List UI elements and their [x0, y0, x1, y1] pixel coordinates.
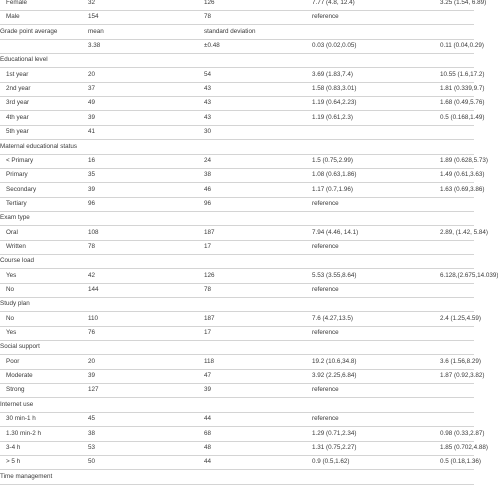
row-label: Moderate — [6, 372, 33, 380]
table-row — [0, 441, 488, 455]
adjusted-or-cell: 1.87 (0.92,3.82) — [440, 372, 485, 380]
count-cell-b: 30 — [204, 128, 212, 136]
count-cell-a: 38 — [88, 429, 96, 437]
crude-or-cell: reference — [312, 286, 339, 293]
adjusted-or-cell: 1.81 (0.339,9.7) — [440, 85, 485, 93]
table-row — [0, 82, 485, 96]
row-label: No — [6, 286, 15, 293]
crude-or-cell: 1.17 (0.7,1.96) — [312, 185, 353, 193]
table-row — [0, 125, 474, 139]
section-heading: Course load — [0, 257, 34, 265]
row-label: Poor — [6, 357, 20, 365]
count-cell-a: 53 — [88, 443, 96, 451]
table-row — [0, 369, 485, 383]
crude-or-cell: 7.6 (4.27,13.5) — [312, 314, 353, 322]
count-cell-b: 126 — [204, 271, 215, 279]
table-row — [0, 297, 474, 311]
adjusted-or-cell: 0.98 (0.33,2.87) — [440, 429, 485, 437]
row-label: Secondary — [6, 185, 37, 193]
row-divider — [0, 484, 474, 485]
section-heading: Educational level — [0, 56, 48, 64]
crude-or-cell: 1.08 (0.63,1.86) — [312, 171, 357, 179]
crude-or-cell: 5.53 (3.55,8.64) — [312, 271, 357, 279]
row-label: Strong — [6, 386, 25, 394]
count-cell-b: standard deviation — [204, 27, 256, 35]
section-heading: Maternal educational status — [0, 142, 78, 150]
count-cell-b: 118 — [204, 357, 215, 365]
count-cell-b: 44 — [204, 415, 212, 423]
adjusted-or-cell: 2.89, (1.42, 5.84) — [440, 228, 488, 236]
row-label: 5th year — [6, 128, 29, 136]
count-cell-a: mean — [88, 27, 104, 35]
crude-or-cell: 0.9 (0.5,1.62) — [312, 458, 350, 466]
section-heading: Grade point average — [0, 27, 58, 35]
table-row — [0, 183, 485, 197]
row-label: 1st year — [6, 70, 29, 78]
row-label: 4th year — [6, 113, 29, 121]
adjusted-or-cell: 3.6 (1.56,8.29) — [440, 357, 481, 365]
crude-or-cell: 0.03 (0.02,0.05) — [312, 42, 357, 50]
row-label: Female — [6, 0, 27, 6]
crude-or-cell: reference — [312, 329, 339, 337]
row-label: Tertiary — [6, 199, 27, 207]
count-cell-b: 44 — [204, 458, 212, 466]
table-row — [0, 39, 484, 53]
count-cell-b: 39 — [204, 386, 212, 394]
crude-or-cell: reference — [312, 13, 339, 21]
crude-or-cell: 3.69 (1.83,7.4) — [312, 70, 353, 78]
crude-or-cell: 1.5 (0.75,2.99) — [312, 156, 353, 164]
table-row — [0, 10, 474, 24]
adjusted-or-cell: 1.49 (0.61,3.63) — [440, 171, 485, 179]
adjusted-or-cell: 3.25 (1.54, 6.89) — [440, 0, 487, 6]
table-row — [0, 25, 474, 39]
count-cell-a: 42 — [88, 271, 96, 279]
section-heading: Internet use — [0, 400, 34, 408]
count-cell-a: 37 — [88, 85, 96, 93]
crude-or-cell: 1.29 (0.71,2.34) — [312, 429, 357, 437]
table-row — [0, 470, 474, 484]
crude-or-cell: reference — [312, 386, 339, 394]
count-cell-a: 41 — [88, 128, 96, 136]
count-cell-b: 47 — [204, 372, 212, 380]
count-cell-a: 20 — [88, 357, 96, 365]
table-row — [0, 68, 485, 82]
crude-or-cell: 1.19 (0.64,2.23) — [312, 99, 357, 107]
table-row — [0, 312, 481, 326]
row-label: Oral — [6, 228, 18, 236]
count-cell-a: 110 — [88, 314, 99, 322]
table-row — [0, 226, 488, 240]
row-label: Primary — [6, 171, 28, 179]
count-cell-a: 76 — [88, 329, 96, 337]
row-label: 3-4 h — [6, 443, 21, 451]
adjusted-or-cell: 0.5 (0.168,1.49) — [440, 113, 485, 121]
count-cell-a: 39 — [88, 113, 96, 121]
table-row — [0, 383, 474, 397]
count-cell-a: 3.38 — [88, 42, 101, 50]
adjusted-or-cell: 1.68 (0.49,5.76) — [440, 99, 485, 107]
crude-or-cell: reference — [312, 415, 339, 423]
crude-or-cell: reference — [312, 199, 339, 207]
count-cell-b: 38 — [204, 171, 212, 179]
row-label: > 5 h — [6, 458, 21, 466]
count-cell-b: 48 — [204, 443, 212, 451]
table-row — [0, 154, 488, 168]
count-cell-a: 154 — [88, 13, 99, 21]
table-row — [0, 427, 485, 441]
count-cell-b: 96 — [204, 199, 212, 207]
table-row — [0, 326, 474, 340]
table-row — [0, 111, 485, 125]
table-row — [0, 455, 481, 469]
table-row — [0, 197, 474, 211]
count-cell-b: 46 — [204, 185, 212, 193]
crude-or-cell: 1.19 (0.61,2.3) — [312, 113, 353, 121]
section-heading: Exam type — [0, 214, 30, 222]
count-cell-b: 17 — [204, 242, 212, 250]
count-cell-b: 78 — [204, 13, 212, 21]
adjusted-or-cell: 1.89 (0.628,5.73) — [440, 156, 488, 164]
count-cell-a: 144 — [88, 286, 99, 293]
count-cell-b: 54 — [204, 70, 212, 78]
row-label: No — [6, 314, 15, 322]
row-label: 3rd year — [6, 99, 30, 107]
crude-or-cell: 1.58 (0.83,3.01) — [312, 85, 357, 93]
row-label: Yes — [6, 329, 17, 337]
table-row — [0, 140, 474, 154]
count-cell-a: 45 — [88, 415, 96, 423]
crude-or-cell: 7.77 (4.8, 12.4) — [312, 0, 355, 6]
count-cell-b: 43 — [204, 85, 212, 93]
table-row — [0, 398, 474, 412]
adjusted-or-cell: 1.85 (0.702,4.88) — [440, 443, 488, 451]
table-row — [0, 96, 485, 110]
count-cell-b: 43 — [204, 99, 212, 107]
table-row — [0, 240, 474, 254]
adjusted-or-cell: 0.11 (0.04,0.29) — [440, 42, 484, 50]
count-cell-a: 16 — [88, 156, 96, 164]
row-label: Yes — [6, 271, 17, 279]
count-cell-a: 78 — [88, 242, 96, 250]
count-cell-a: 50 — [88, 458, 96, 466]
table-row — [0, 340, 474, 354]
crude-or-cell: 19.2 (10.6,34.8) — [312, 357, 357, 365]
section-heading: Social support — [0, 343, 40, 351]
count-cell-a: 35 — [88, 171, 96, 179]
row-label: 30 min-1 h — [6, 415, 36, 423]
count-cell-b: 187 — [204, 314, 215, 322]
section-heading: Study plan — [0, 300, 30, 308]
table-row — [0, 412, 474, 426]
table-row — [0, 355, 481, 369]
adjusted-or-cell: 10.55 (1.6,17.2) — [440, 70, 485, 78]
count-cell-a: 39 — [88, 185, 96, 193]
table-row — [0, 283, 474, 297]
count-cell-a: 49 — [88, 99, 96, 107]
row-label: Male — [6, 13, 20, 21]
table-row — [0, 211, 474, 225]
count-cell-a: 127 — [88, 386, 99, 394]
count-cell-b: 43 — [204, 113, 212, 121]
adjusted-or-cell: 2.4 (1.25,4.59) — [440, 314, 481, 322]
section-heading: Time management — [0, 472, 53, 480]
count-cell-a: 108 — [88, 228, 99, 236]
row-label: < Primary — [6, 156, 34, 164]
count-cell-b: 68 — [204, 429, 212, 437]
table-row — [0, 0, 487, 10]
table-row — [0, 269, 498, 283]
adjusted-or-cell: 6.128,(2.675,14.039) — [440, 271, 498, 279]
count-cell-a: 20 — [88, 70, 96, 78]
crude-or-cell: 1.31 (0.75,2.27) — [312, 443, 357, 451]
count-cell-a: 32 — [88, 0, 96, 6]
table-row — [0, 254, 474, 268]
count-cell-b: 24 — [204, 156, 212, 164]
adjusted-or-cell: 1.63 (0.69,3.86) — [440, 185, 485, 193]
count-cell-b: 187 — [204, 228, 215, 236]
table-row — [0, 168, 485, 182]
count-cell-b: 78 — [204, 286, 212, 293]
crude-or-cell: 7.94 (4.46, 14.1) — [312, 228, 359, 236]
crude-or-cell: 3.92 (2.25,6.84) — [312, 372, 357, 380]
row-label: Written — [6, 242, 26, 250]
row-label: 1.30 min-2 h — [6, 429, 42, 437]
count-cell-a: 96 — [88, 199, 96, 207]
count-cell-a: 39 — [88, 372, 96, 380]
table-row — [0, 53, 474, 67]
count-cell-b: 17 — [204, 329, 212, 337]
crude-or-cell: reference — [312, 242, 339, 250]
count-cell-b: 126 — [204, 0, 215, 6]
count-cell-b: ±0.48 — [204, 42, 220, 50]
row-label: 2nd year — [6, 85, 31, 93]
adjusted-or-cell: 0.5 (0.18,1.36) — [440, 458, 481, 466]
